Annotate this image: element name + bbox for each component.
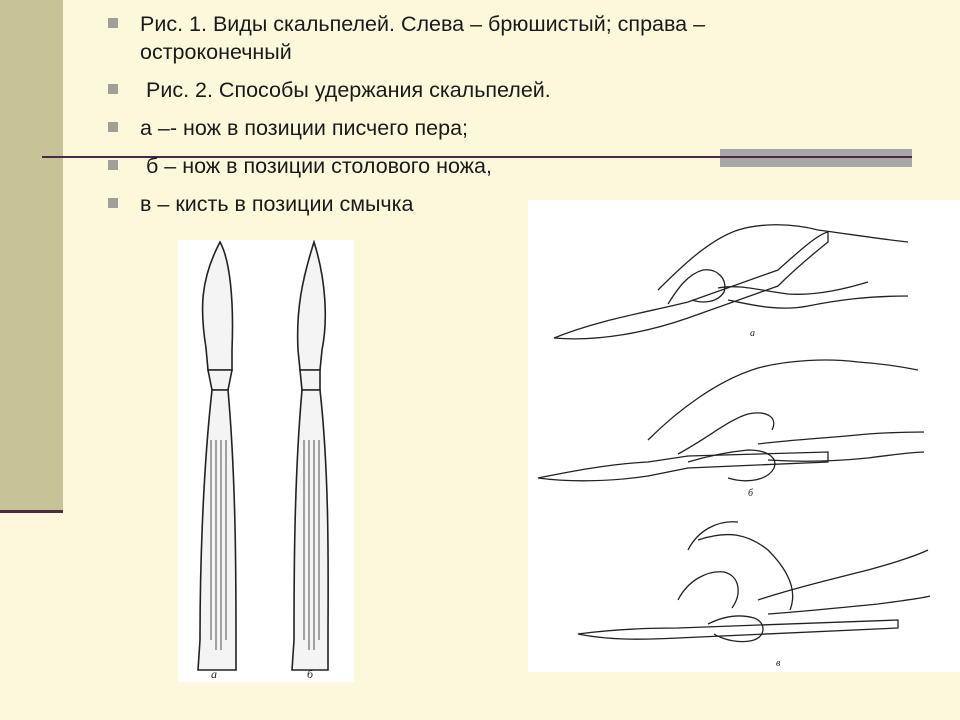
pointed-scalpel-icon xyxy=(292,242,328,670)
bullet-square-icon xyxy=(108,160,118,170)
bullet-square-icon xyxy=(108,18,118,28)
side-band xyxy=(0,0,63,512)
scalpel-label-right: б xyxy=(306,667,314,681)
bullet-text: Рис. 1. Виды скальпелей. Слева – брюшистый; справа – остроконечный xyxy=(140,12,706,64)
knife-grip-hand-icon xyxy=(538,360,924,481)
scalpel-types-figure xyxy=(178,240,354,682)
side-band-divider xyxy=(0,510,63,513)
bullet-item xyxy=(108,10,740,66)
bullet-square-icon xyxy=(108,84,118,94)
belly-scalpel-icon xyxy=(198,242,236,670)
grip-label-top: а xyxy=(750,328,755,339)
title-accent-bar xyxy=(720,149,912,167)
bullet-text: Рис. 2. Способы удержания скальпелей. xyxy=(140,78,551,102)
grip-label-bottom: в xyxy=(776,658,781,669)
bullet-item xyxy=(108,76,748,104)
scalpel-grips-figure xyxy=(528,200,960,672)
bullet-square-icon xyxy=(108,122,118,132)
bullet-list xyxy=(108,10,748,228)
bullet-text: а –- нож в позиции писчего пера; xyxy=(140,116,469,140)
hand-grips-drawing xyxy=(528,200,960,672)
grip-label-middle: б xyxy=(748,488,754,499)
bullet-text: б – нож в позиции столового ножа, xyxy=(140,154,492,178)
scalpel-label-left: а xyxy=(211,667,217,681)
bow-grip-hand-icon xyxy=(578,522,930,642)
bullet-square-icon xyxy=(108,198,118,208)
scalpel-drawing xyxy=(178,240,354,682)
bullet-item xyxy=(108,152,748,180)
pen-grip-hand-icon xyxy=(554,225,908,339)
bullet-item xyxy=(108,114,748,142)
bullet-text: в – кисть в позиции смычка xyxy=(140,192,414,216)
